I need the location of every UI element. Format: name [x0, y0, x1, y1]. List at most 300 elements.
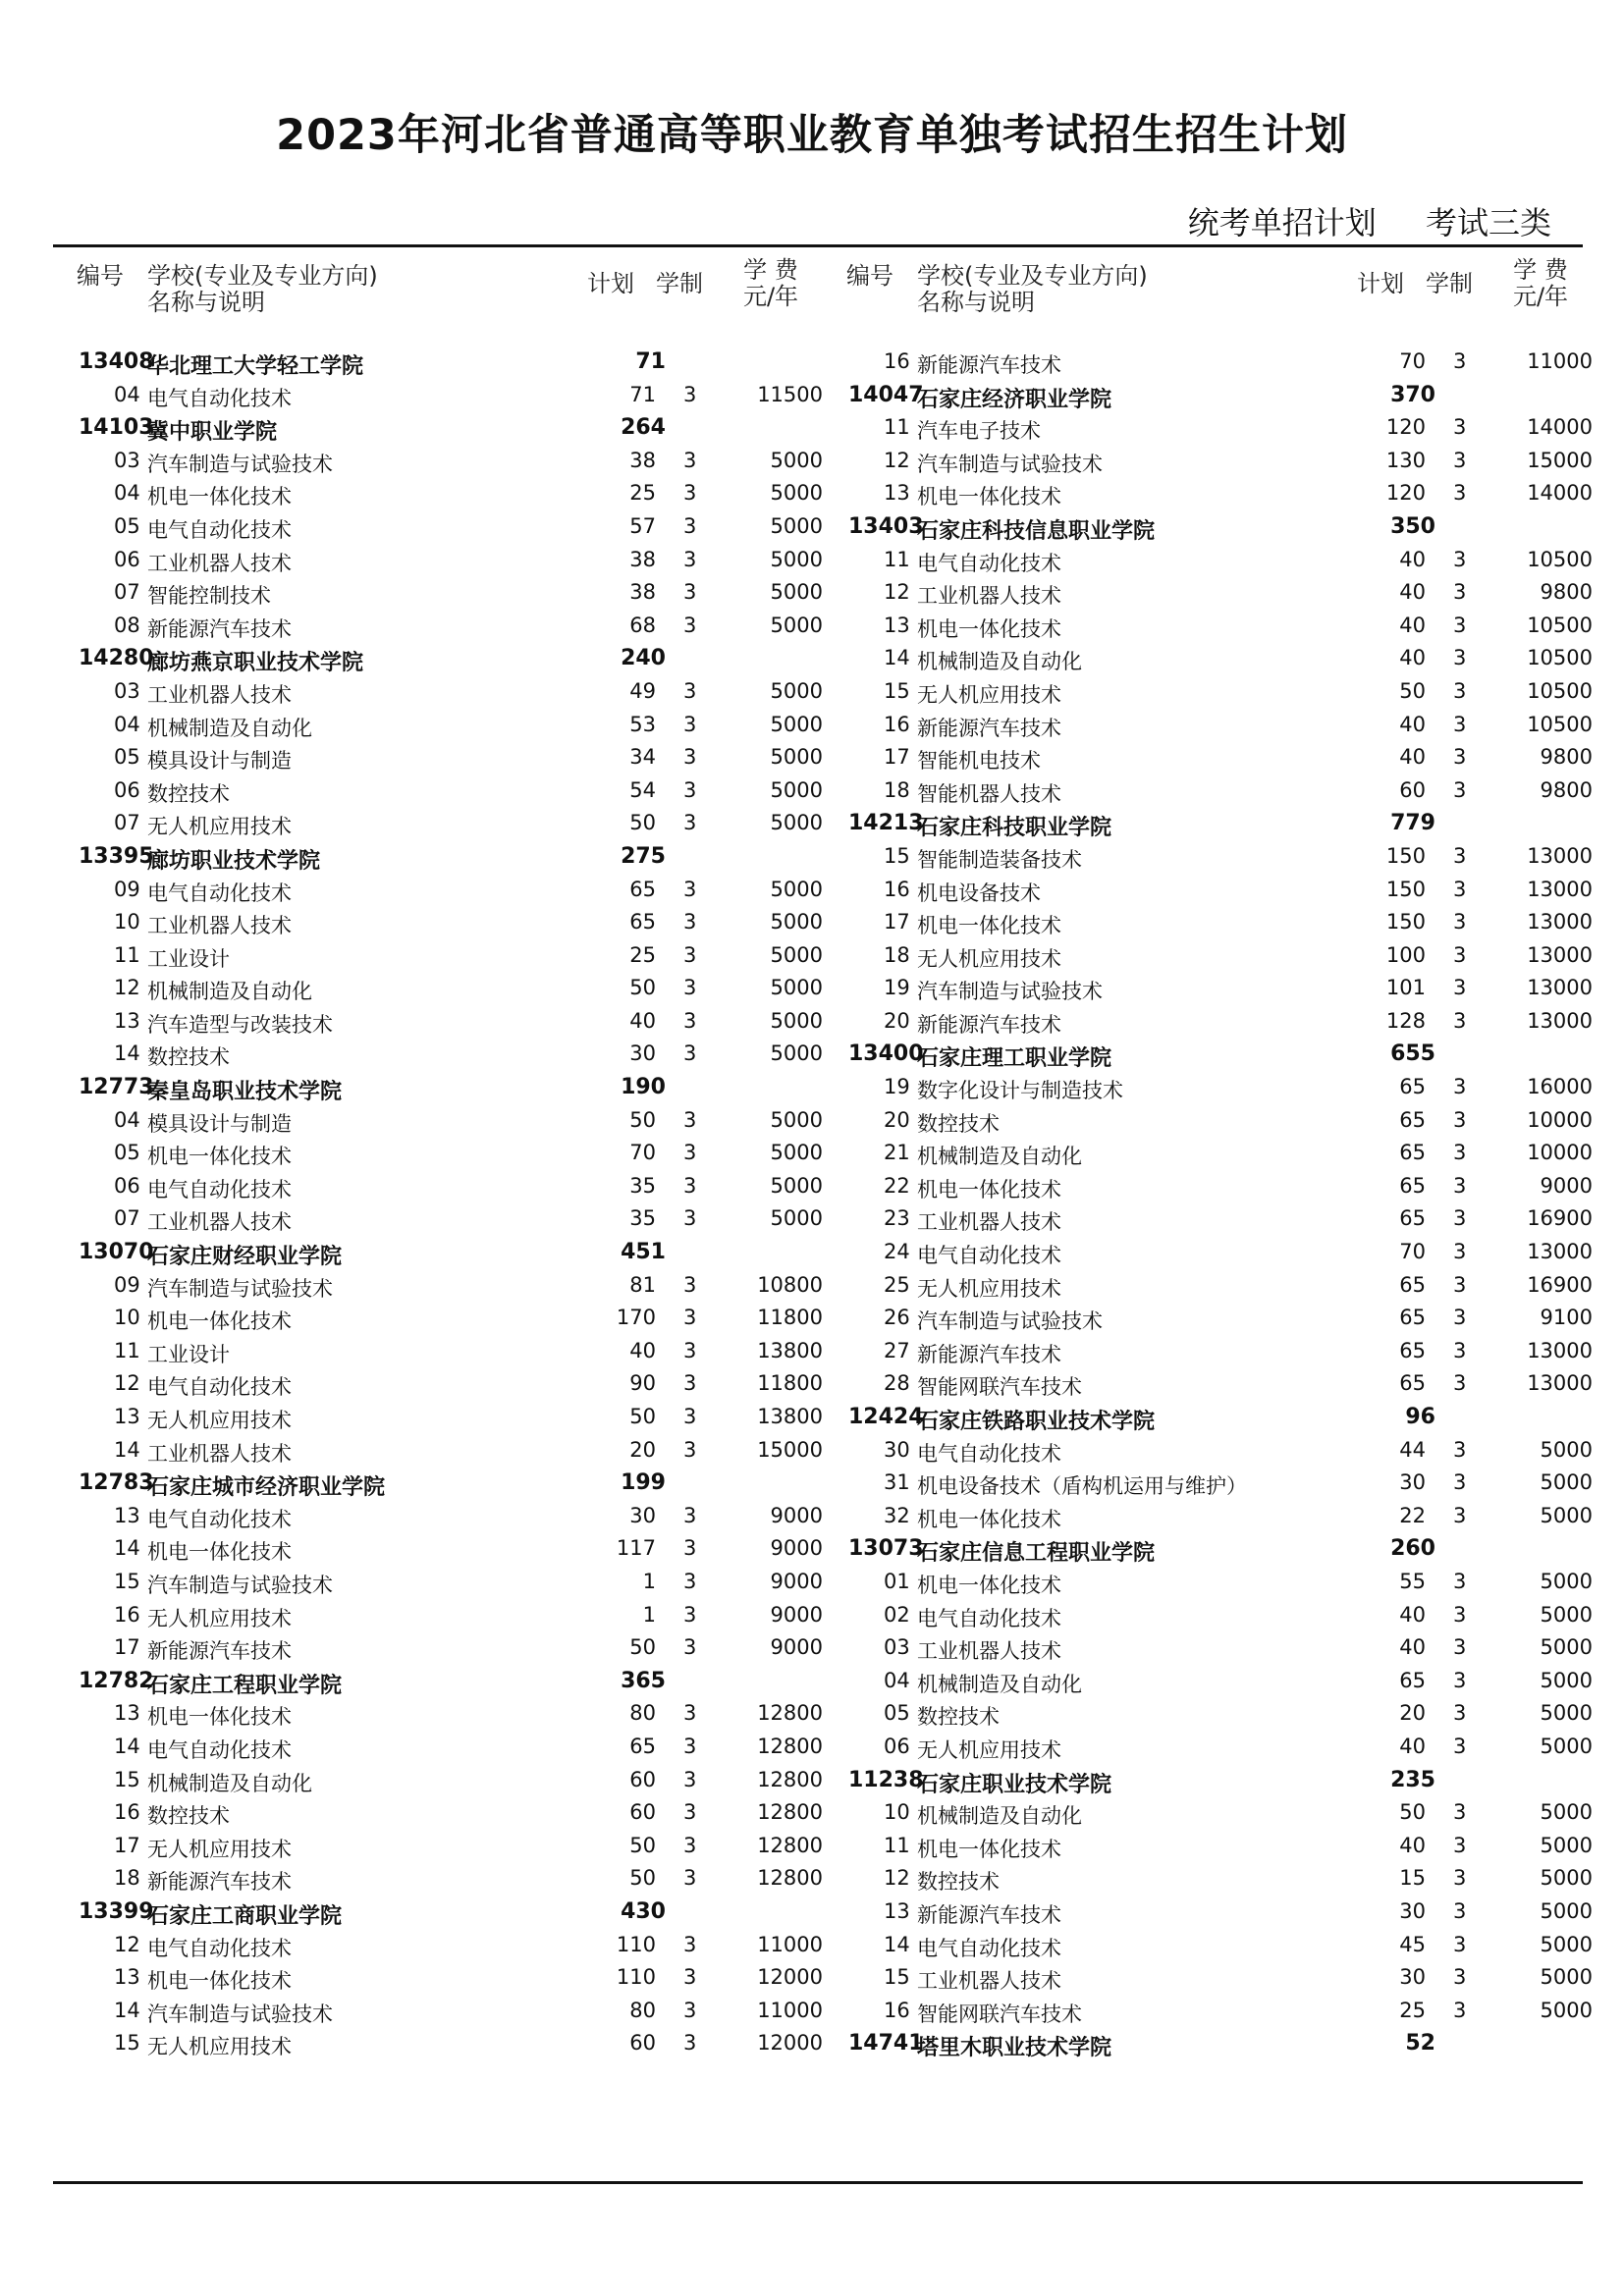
header-length: 学制 [656, 270, 703, 297]
school-name: 石家庄理工职业学院 [917, 1046, 1112, 1072]
major-code: 06 [114, 1173, 140, 1198]
major-name: 汽车造型与改装技术 [147, 1012, 333, 1037]
major-code: 05 [114, 745, 140, 770]
school-code: 13070 [79, 1240, 154, 1265]
major-fee: 10000 [1527, 1107, 1593, 1132]
major-code: 06 [884, 1734, 910, 1758]
major-length: 3 [1453, 646, 1467, 670]
major-fee: 9000 [770, 1569, 823, 1593]
major-name: 数控技术 [147, 781, 230, 806]
major-plan: 30 [1399, 1470, 1426, 1495]
major-row [837, 874, 1602, 907]
major-row [67, 972, 833, 1005]
major-row [67, 445, 833, 478]
major-fee: 12800 [757, 1866, 823, 1891]
school-plan-total: 655 [1390, 1041, 1435, 1067]
major-code: 11 [884, 415, 910, 440]
major-plan: 1 [642, 1569, 656, 1593]
major-code: 12 [884, 448, 910, 472]
major-fee: 10500 [1527, 646, 1593, 670]
major-plan: 50 [629, 1635, 656, 1660]
major-name: 机电一体化技术 [917, 1177, 1061, 1201]
major-fee: 5000 [1540, 1668, 1593, 1692]
major-code: 18 [884, 777, 910, 802]
major-length: 3 [1453, 1635, 1467, 1660]
major-plan: 20 [1399, 1701, 1426, 1726]
school-code: 13073 [848, 1536, 924, 1562]
major-name: 工业设计 [147, 1342, 230, 1366]
major-plan: 30 [629, 1041, 656, 1066]
major-plan: 40 [1399, 646, 1426, 670]
major-length: 3 [683, 1701, 697, 1726]
table-header [67, 257, 833, 332]
major-fee: 5000 [1540, 1866, 1593, 1891]
major-fee: 5000 [1540, 1734, 1593, 1758]
major-length: 3 [683, 2031, 697, 2056]
major-row [67, 774, 833, 808]
major-code: 15 [114, 1767, 140, 1791]
major-name: 电气自动化技术 [147, 1177, 292, 1201]
major-fee: 10500 [1527, 547, 1593, 571]
major-code: 22 [884, 1173, 910, 1198]
major-fee: 13000 [1527, 1008, 1593, 1033]
major-fee: 5000 [770, 1173, 823, 1198]
major-length: 3 [683, 1866, 697, 1891]
bottom-divider [53, 2181, 1583, 2184]
major-length: 3 [1453, 1173, 1467, 1198]
school-code: 12783 [79, 1470, 154, 1496]
major-row [837, 1335, 1602, 1368]
school-code: 13400 [848, 1041, 924, 1067]
major-fee: 11800 [757, 1371, 823, 1396]
major-row [837, 477, 1602, 510]
major-row [837, 939, 1602, 973]
major-length: 3 [1453, 1306, 1467, 1330]
major-plan: 50 [629, 811, 656, 835]
school-name: 廊坊燕京职业技术学院 [147, 651, 364, 676]
school-plan-total: 240 [621, 646, 666, 671]
major-name: 工业机器人技术 [147, 1210, 292, 1235]
major-code: 16 [884, 877, 910, 901]
major-plan: 68 [629, 613, 656, 637]
major-length: 3 [1453, 1008, 1467, 1033]
major-fee: 11000 [757, 1998, 823, 2022]
major-name: 新能源汽车技术 [917, 1012, 1061, 1037]
major-length: 3 [1453, 1371, 1467, 1396]
major-name: 机电一体化技术 [147, 1705, 292, 1730]
school-row [837, 379, 1602, 412]
school-name: 秦皇岛职业技术学院 [147, 1080, 343, 1105]
major-code: 04 [114, 1107, 140, 1132]
major-name: 数控技术 [917, 1705, 1000, 1730]
major-plan: 65 [1399, 1075, 1426, 1099]
major-name: 机电一体化技术 [917, 1837, 1061, 1861]
school-row [837, 1764, 1602, 1797]
major-length: 3 [683, 877, 697, 901]
major-plan: 128 [1385, 1008, 1426, 1033]
major-length: 3 [1453, 1338, 1467, 1362]
major-plan: 50 [1399, 1800, 1426, 1825]
school-plan-total: 779 [1390, 811, 1435, 836]
major-fee: 5000 [770, 513, 823, 538]
major-fee: 5000 [770, 777, 823, 802]
major-row [837, 1071, 1602, 1104]
major-fee: 5000 [1540, 1602, 1593, 1627]
major-fee: 15000 [757, 1437, 823, 1462]
major-plan: 50 [1399, 678, 1426, 703]
major-plan: 117 [616, 1536, 656, 1561]
major-fee: 5000 [770, 1008, 823, 1033]
major-length: 3 [1453, 1866, 1467, 1891]
major-code: 13 [114, 1008, 140, 1033]
major-code: 28 [884, 1371, 910, 1396]
major-code: 20 [884, 1008, 910, 1033]
major-plan: 57 [629, 513, 656, 538]
major-fee: 5000 [770, 1206, 823, 1231]
major-fee: 5000 [1540, 1965, 1593, 1990]
major-code: 07 [114, 580, 140, 605]
plan-category [1149, 198, 1551, 243]
major-name: 电气自动化技术 [147, 1936, 292, 1960]
school-name: 石家庄信息工程职业学院 [917, 1541, 1156, 1567]
major-row [837, 1434, 1602, 1468]
school-row [837, 2027, 1602, 2060]
school-plan-total: 190 [621, 1075, 666, 1100]
major-name: 无人机应用技术 [147, 2035, 292, 2059]
major-code: 09 [114, 877, 140, 901]
school-plan-total: 260 [1390, 1536, 1435, 1562]
major-plan: 65 [1399, 1173, 1426, 1198]
school-name: 石家庄城市经济职业学院 [147, 1475, 386, 1501]
major-code: 13 [114, 1701, 140, 1726]
major-length: 3 [1453, 1272, 1467, 1297]
major-row [837, 709, 1602, 742]
major-code: 04 [114, 481, 140, 506]
page-title: 2023年河北省普通高等职业教育单独考试招生招生计划 [276, 111, 1348, 160]
major-name: 汽车制造与试验技术 [917, 1309, 1103, 1334]
major-plan: 65 [629, 877, 656, 901]
major-code: 18 [114, 1866, 140, 1891]
major-length: 3 [1453, 1701, 1467, 1726]
header-name-line2: 名称与说明 [147, 289, 265, 316]
major-code: 06 [114, 547, 140, 571]
major-row [837, 1631, 1602, 1665]
major-code: 14 [114, 1041, 140, 1066]
major-plan: 81 [629, 1272, 656, 1297]
major-code: 13 [114, 1503, 140, 1527]
header-fee-line2: 元/年 [1512, 283, 1569, 310]
major-code: 11 [884, 1833, 910, 1857]
major-fee: 5000 [1540, 1800, 1593, 1825]
school-plan-total: 235 [1390, 1767, 1435, 1792]
major-code: 14 [114, 1437, 140, 1462]
major-row [837, 906, 1602, 939]
major-plan: 34 [629, 745, 656, 770]
school-code: 11238 [848, 1767, 924, 1792]
major-length: 3 [683, 1041, 697, 1066]
major-fee: 11000 [1527, 349, 1593, 373]
major-length: 3 [1453, 1075, 1467, 1099]
major-length: 3 [683, 448, 697, 472]
major-fee: 5000 [1540, 1932, 1593, 1956]
major-plan: 65 [1399, 1107, 1426, 1132]
major-plan: 65 [1399, 1338, 1426, 1362]
major-code: 15 [114, 1569, 140, 1593]
major-length: 3 [683, 1437, 697, 1462]
major-code: 07 [114, 1206, 140, 1231]
header-name-line2: 名称与说明 [917, 289, 1035, 316]
major-row [67, 379, 833, 412]
major-name: 汽车制造与试验技术 [147, 1276, 333, 1301]
major-code: 04 [114, 712, 140, 736]
major-length: 3 [1453, 580, 1467, 605]
major-row [837, 1005, 1602, 1039]
school-code: 14047 [848, 382, 924, 407]
school-row [67, 411, 833, 445]
major-row [67, 544, 833, 577]
major-name: 汽车制造与试验技术 [147, 2002, 333, 2026]
major-name: 工业设计 [147, 946, 230, 971]
major-name: 数控技术 [917, 1870, 1000, 1895]
major-code: 10 [114, 1306, 140, 1330]
school-code: 13403 [848, 513, 924, 539]
major-fee: 15000 [1527, 448, 1593, 472]
major-length: 3 [683, 811, 697, 835]
major-code: 14 [884, 1932, 910, 1956]
major-code: 02 [884, 1602, 910, 1627]
major-code: 11 [114, 1338, 140, 1362]
major-length: 3 [683, 382, 697, 406]
major-name: 机电一体化技术 [917, 1573, 1061, 1597]
major-row [837, 972, 1602, 1005]
major-length: 3 [683, 1833, 697, 1857]
major-length: 3 [683, 942, 697, 967]
major-row [67, 1005, 833, 1039]
major-fee: 5000 [770, 811, 823, 835]
major-fee: 5000 [770, 613, 823, 637]
major-name: 数控技术 [147, 1804, 230, 1829]
major-fee: 5000 [1540, 1701, 1593, 1726]
major-plan: 25 [1399, 1998, 1426, 2022]
major-code: 07 [114, 811, 140, 835]
major-code: 20 [884, 1107, 910, 1132]
major-row [67, 741, 833, 774]
school-code: 14103 [79, 415, 154, 441]
major-row [837, 544, 1602, 577]
major-fee: 5000 [770, 547, 823, 571]
major-plan: 65 [1399, 1206, 1426, 1231]
school-row [67, 1896, 833, 1929]
major-row [67, 1038, 833, 1071]
major-plan: 150 [1385, 843, 1426, 868]
school-row [67, 642, 833, 675]
major-fee: 16900 [1527, 1206, 1593, 1231]
major-plan: 25 [629, 942, 656, 967]
major-row [837, 642, 1602, 675]
major-plan: 40 [1399, 613, 1426, 637]
table-header [837, 257, 1602, 332]
major-row [837, 1467, 1602, 1500]
major-name: 模具设计与制造 [147, 749, 292, 774]
major-code: 26 [884, 1306, 910, 1330]
major-fee: 12800 [757, 1833, 823, 1857]
header-code: 编号 [846, 262, 893, 290]
major-fee: 5000 [1540, 1503, 1593, 1527]
major-length: 3 [1453, 910, 1467, 934]
major-row [67, 1137, 833, 1170]
major-row [837, 675, 1602, 709]
major-length: 3 [1453, 1932, 1467, 1956]
major-fee: 5000 [770, 877, 823, 901]
major-length: 3 [1453, 1833, 1467, 1857]
major-length: 3 [683, 1503, 697, 1527]
major-fee: 5000 [770, 910, 823, 934]
major-code: 08 [114, 613, 140, 637]
major-fee: 12800 [757, 1800, 823, 1825]
major-plan: 30 [1399, 1898, 1426, 1923]
header-name [147, 263, 378, 316]
major-name: 工业机器人技术 [147, 914, 292, 938]
major-fee: 10500 [1527, 678, 1593, 703]
header-fee [736, 257, 805, 310]
major-fee: 11000 [757, 1932, 823, 1956]
major-name: 机电设备技术（盾构机运用与维护） [917, 1474, 1247, 1499]
major-row [67, 1796, 833, 1830]
major-name: 电气自动化技术 [917, 1936, 1061, 1960]
major-fee: 12800 [757, 1734, 823, 1758]
major-name: 数控技术 [917, 1111, 1000, 1136]
major-plan: 40 [1399, 712, 1426, 736]
left-column [67, 257, 833, 2060]
major-plan: 40 [629, 1338, 656, 1362]
school-code: 14280 [79, 646, 154, 671]
major-row [837, 445, 1602, 478]
major-name: 机电一体化技术 [147, 1145, 292, 1169]
school-row [837, 1532, 1602, 1566]
major-plan: 65 [1399, 1272, 1426, 1297]
major-length: 3 [1453, 1668, 1467, 1692]
major-row [67, 1599, 833, 1632]
major-code: 13 [884, 481, 910, 506]
major-plan: 44 [1399, 1437, 1426, 1462]
major-row [67, 1202, 833, 1236]
major-code: 10 [114, 910, 140, 934]
major-code: 19 [884, 1075, 910, 1099]
major-plan: 50 [629, 1107, 656, 1132]
major-row [837, 1269, 1602, 1303]
major-row [837, 741, 1602, 774]
major-code: 05 [114, 513, 140, 538]
major-code: 30 [884, 1437, 910, 1462]
school-plan-total: 365 [621, 1668, 666, 1693]
major-plan: 40 [1399, 1734, 1426, 1758]
major-length: 3 [683, 1206, 697, 1231]
major-length: 3 [683, 777, 697, 802]
major-name: 电气自动化技术 [917, 1244, 1061, 1268]
major-row [67, 1631, 833, 1665]
major-row [67, 1532, 833, 1566]
major-plan: 65 [1399, 1141, 1426, 1165]
major-plan: 54 [629, 777, 656, 802]
major-fee: 5000 [770, 678, 823, 703]
major-plan: 110 [616, 1965, 656, 1990]
header-fee-line2: 元/年 [742, 283, 799, 310]
major-fee: 5000 [770, 448, 823, 472]
major-fee: 13000 [1527, 877, 1593, 901]
major-row [837, 1697, 1602, 1731]
major-fee: 9000 [770, 1602, 823, 1627]
major-plan: 71 [629, 382, 656, 406]
major-length: 3 [683, 1371, 697, 1396]
major-code: 17 [884, 745, 910, 770]
major-name: 无人机应用技术 [917, 1737, 1061, 1762]
major-fee: 10500 [1527, 712, 1593, 736]
major-row [67, 1697, 833, 1731]
major-fee: 16000 [1527, 1075, 1593, 1099]
major-plan: 38 [629, 580, 656, 605]
major-code: 12 [114, 976, 140, 1000]
major-name: 新能源汽车技术 [917, 1902, 1061, 1927]
major-plan: 150 [1385, 877, 1426, 901]
major-length: 3 [683, 1602, 697, 1627]
major-plan: 65 [1399, 1306, 1426, 1330]
major-code: 16 [884, 1998, 910, 2022]
major-row [67, 1335, 833, 1368]
major-plan: 150 [1385, 910, 1426, 934]
major-code: 05 [114, 1141, 140, 1165]
major-plan: 49 [629, 678, 656, 703]
major-length: 3 [683, 678, 697, 703]
major-row [837, 1896, 1602, 1929]
major-plan: 55 [1399, 1569, 1426, 1593]
major-row [837, 1170, 1602, 1203]
major-row [837, 1202, 1602, 1236]
major-name: 机电一体化技术 [917, 914, 1061, 938]
major-code: 23 [884, 1206, 910, 1231]
major-code: 24 [884, 1240, 910, 1264]
school-plan-total: 96 [1405, 1405, 1435, 1429]
major-name: 电气自动化技术 [917, 551, 1061, 575]
major-row [67, 709, 833, 742]
major-name: 机电一体化技术 [147, 1309, 292, 1334]
major-plan: 50 [629, 1405, 656, 1428]
major-fee: 16900 [1527, 1272, 1593, 1297]
major-length: 3 [683, 1272, 697, 1297]
major-name: 工业机器人技术 [147, 682, 292, 707]
major-code: 15 [884, 843, 910, 868]
major-length: 3 [1453, 613, 1467, 637]
major-plan: 50 [629, 1833, 656, 1857]
major-code: 17 [884, 910, 910, 934]
major-fee: 10800 [757, 1272, 823, 1297]
major-name: 无人机应用技术 [917, 1276, 1061, 1301]
major-fee: 12800 [757, 1701, 823, 1726]
major-row [67, 477, 833, 510]
major-plan: 70 [1399, 1240, 1426, 1264]
major-length: 3 [1453, 1107, 1467, 1132]
major-length: 3 [1453, 481, 1467, 506]
major-name: 工业机器人技术 [917, 1210, 1061, 1235]
major-length: 3 [1453, 448, 1467, 472]
major-plan: 35 [629, 1206, 656, 1231]
school-plan-total: 430 [621, 1898, 666, 1924]
school-code: 12773 [79, 1075, 154, 1100]
major-code: 19 [884, 976, 910, 1000]
major-length: 3 [683, 1405, 697, 1428]
major-name: 电气自动化技术 [147, 386, 292, 410]
school-row [837, 1038, 1602, 1071]
major-name: 汽车电子技术 [917, 419, 1041, 444]
